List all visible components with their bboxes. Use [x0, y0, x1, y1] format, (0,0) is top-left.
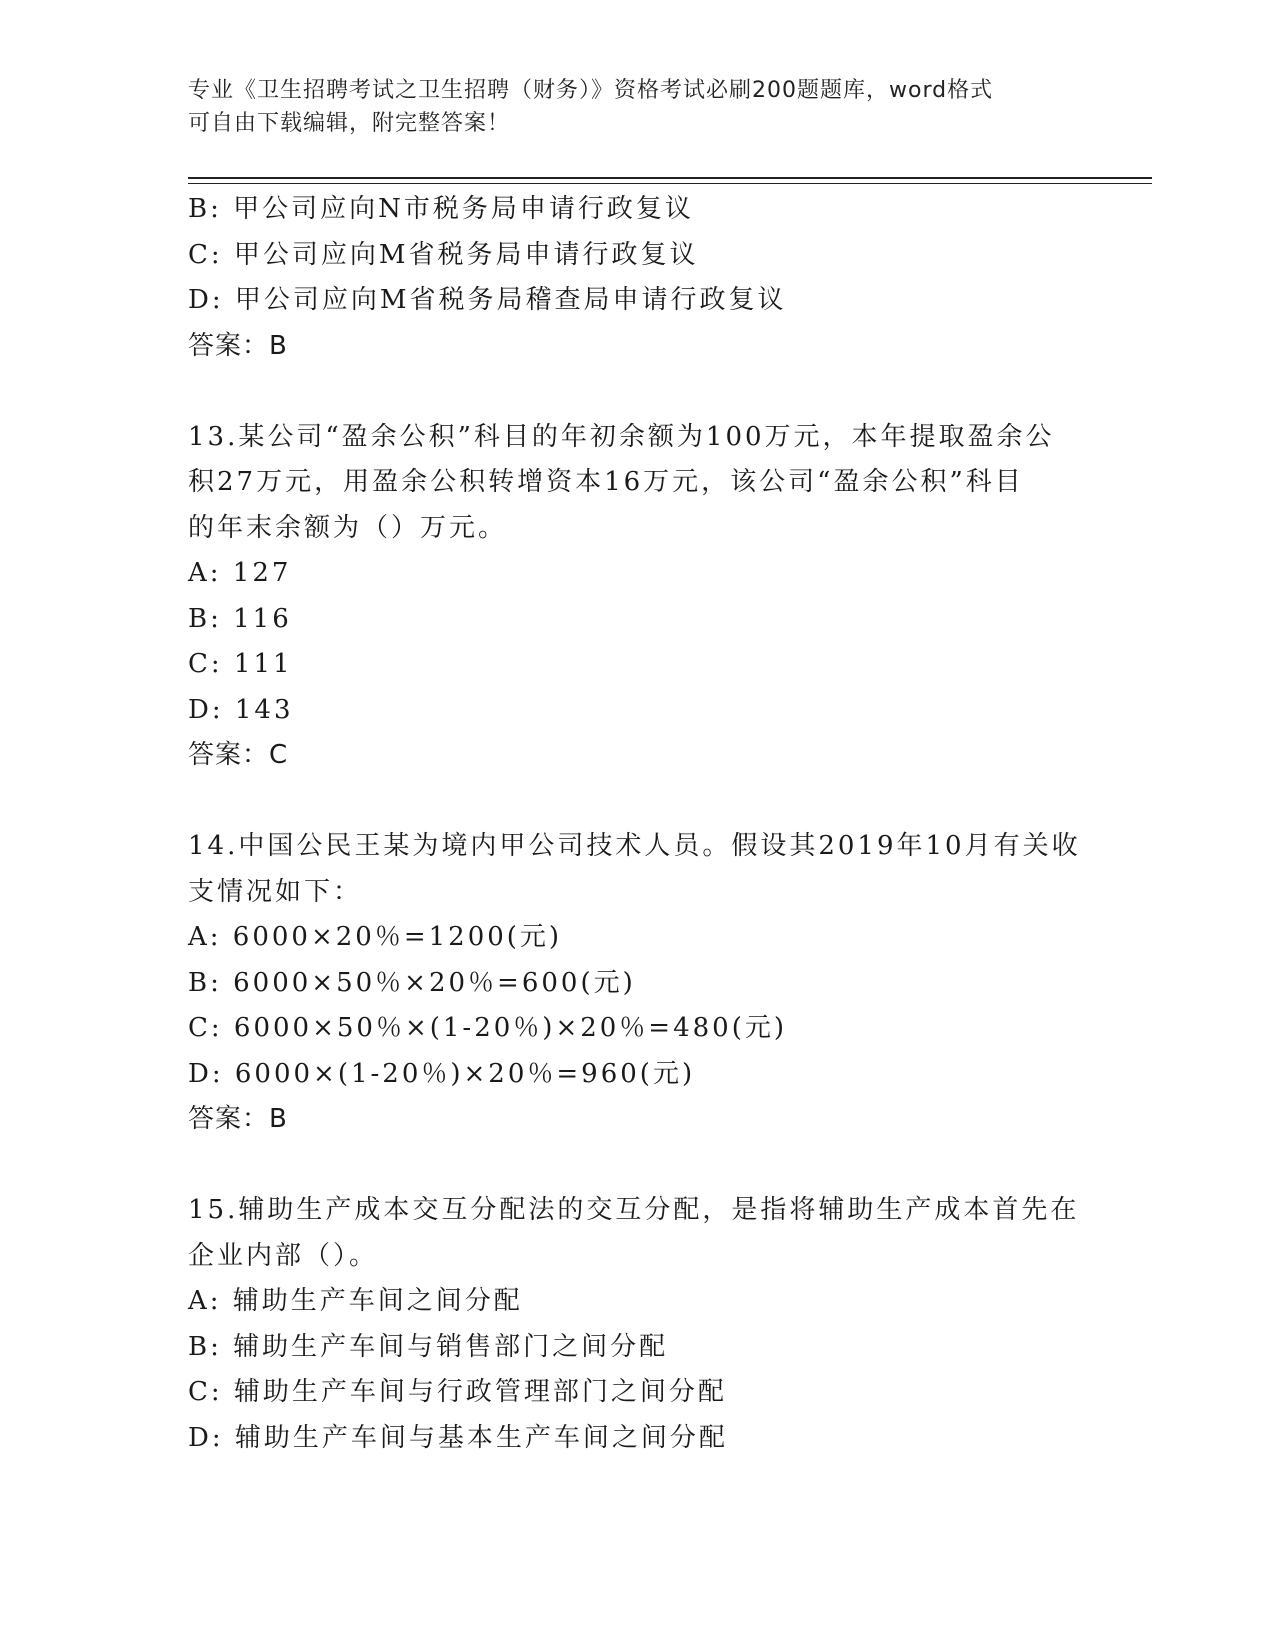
option-a: A: 127	[188, 558, 292, 588]
question-stem-line: 15.辅助生产成本交互分配法的交互分配，是指将辅助生产成本首先在	[188, 1195, 1080, 1225]
header-divider-thin	[188, 183, 1152, 184]
header-line-2: 可自由下载编辑，附完整答案！	[188, 111, 511, 136]
document-header	[188, 74, 1088, 140]
option-d: D: 甲公司应向M省税务局稽查局申请行政复议	[188, 285, 787, 315]
question-stem-line: 企业内部（）。	[188, 1240, 379, 1271]
option-c: C: 6000×50％×(1-20％)×20％=480(元)	[188, 1013, 788, 1043]
header-divider-thick	[188, 177, 1152, 179]
answer-line: 答案：B	[188, 1104, 288, 1134]
option-c: C: 甲公司应向M省税务局申请行政复议	[188, 239, 699, 270]
option-b: B: 116	[188, 603, 292, 634]
spacer	[188, 1143, 1088, 1189]
option-b: B: 甲公司应向N市税务局申请行政复议	[188, 194, 694, 224]
question-14-block	[188, 824, 1088, 1143]
option-a: A: 6000×20％=1200(元)	[188, 922, 563, 952]
answer-line: 答案：C	[188, 740, 289, 770]
header-line-1: 专业《卫生招聘考试之卫生招聘（财务）》资格考试必刷200题题库，word格式	[188, 78, 994, 103]
option-d: D: 辅助生产车间与基本生产车间之间分配	[188, 1422, 728, 1453]
option-d: D: 143	[188, 694, 294, 725]
answer-line: 答案：B	[188, 330, 288, 361]
spacer	[188, 779, 1088, 825]
option-c: C: 111	[188, 649, 293, 679]
option-b: B: 辅助生产车间与销售部门之间分配	[188, 1331, 669, 1362]
option-c: C: 辅助生产车间与行政管理部门之间分配	[188, 1377, 727, 1407]
option-d: D: 6000×(1-20％)×20％=960(元)	[188, 1058, 696, 1089]
question-13-block	[188, 415, 1088, 779]
question-stem-line: 的年末余额为（）万元。	[188, 512, 508, 543]
document-body	[188, 187, 1088, 1461]
question-stem-line: 14.中国公民王某为境内甲公司技术人员。假设其2019年10月有关收	[188, 831, 1081, 861]
option-a: A: 辅助生产车间之间分配	[188, 1286, 523, 1316]
question-stem-line: 支情况如下：	[188, 876, 363, 907]
spacer	[188, 369, 1088, 415]
option-b: B: 6000×50％×20％=600(元)	[188, 967, 636, 998]
question-stem-line: 13.某公司“盈余公积”科目的年初余额为100万元，本年提取盈余公	[188, 421, 1055, 452]
question-12-block	[188, 187, 1088, 369]
question-15-block	[188, 1188, 1088, 1461]
question-stem-line: 积27万元，用盈余公积转增资本16万元，该公司“盈余公积”科目	[188, 467, 1024, 497]
